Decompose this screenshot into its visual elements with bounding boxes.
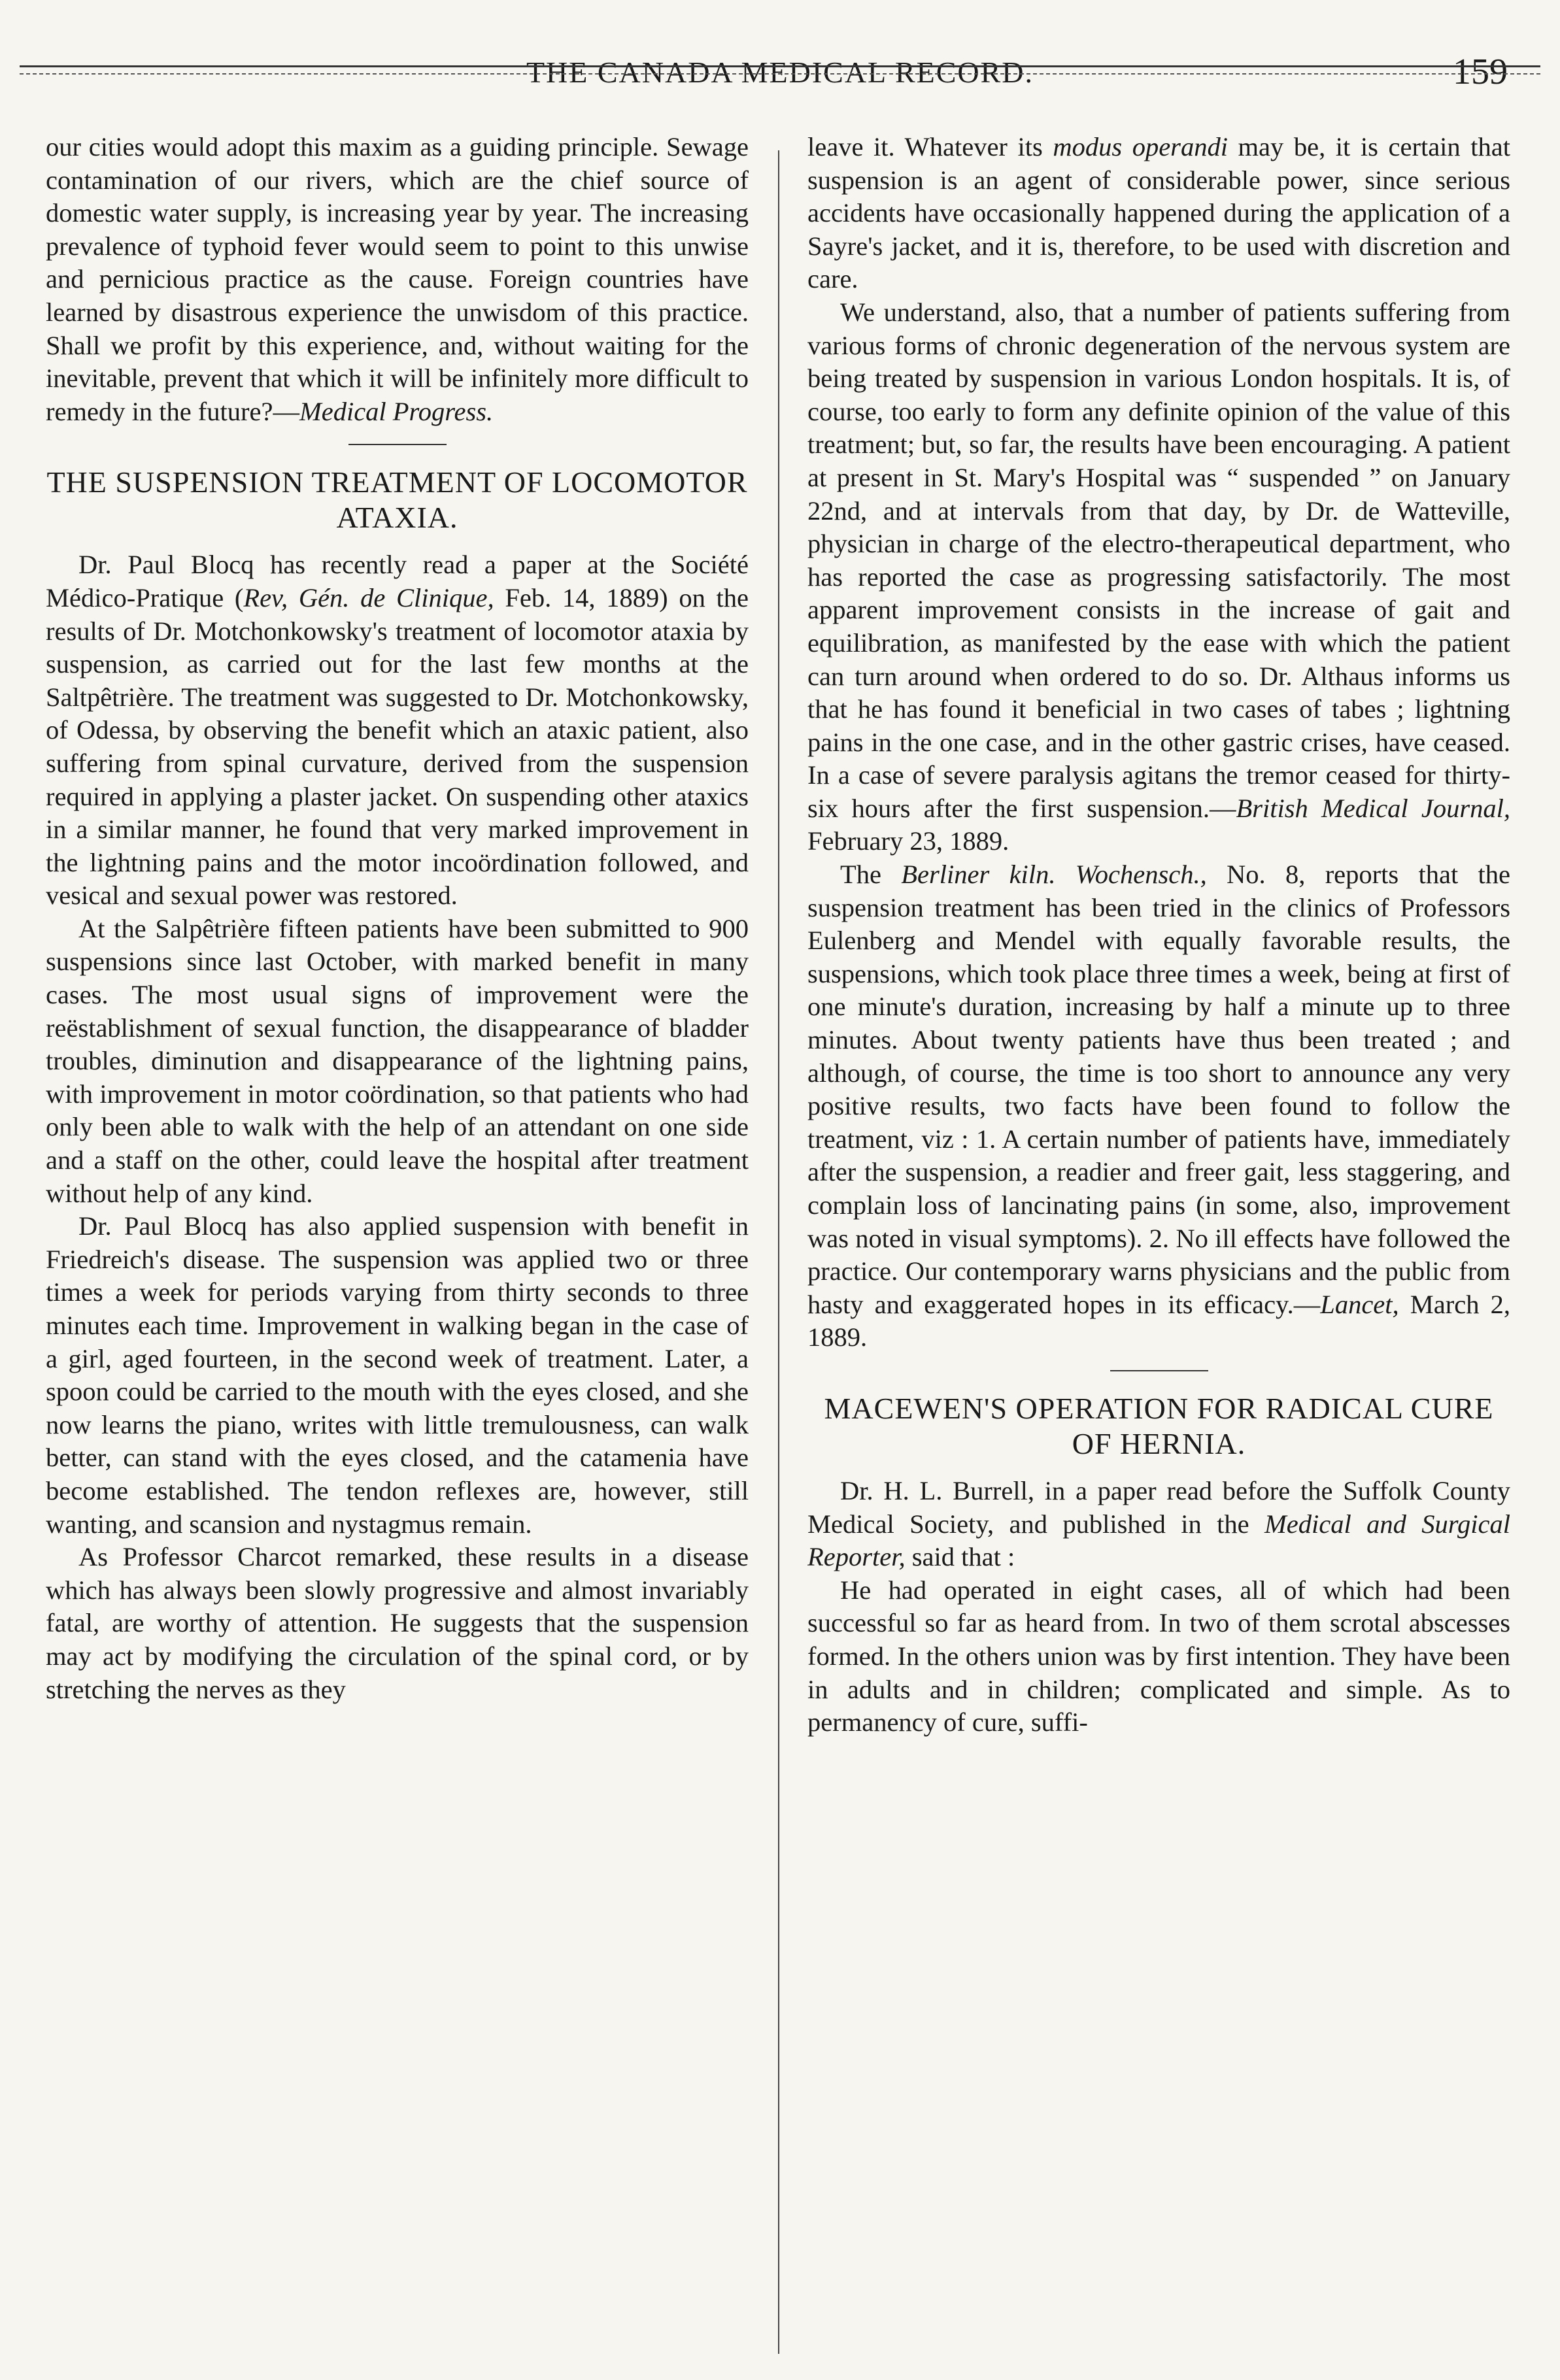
paragraph: leave it. Whatever its modus operandi may be, it is certain that suspension is an agent of considerable power, since serious accidents have occasionally happened during the application of a Sayre's jacket, and it is, therefore, to be used with discretion and care. — [807, 132, 1510, 294]
page-number: 159 — [1453, 52, 1508, 92]
header-rule — [20, 65, 1540, 67]
section-divider — [348, 444, 447, 445]
paragraph: our cities would adopt this maxim as a guiding principle. Sewage contamination of our rivers, which are the chief source of domestic water supply, is increasing year by year. The increasing prevalence of typhoid fever would seem to point to this unwise and pernicious practice as the cause. Foreign countries have learned by disastrous experience the unwisdom of this practice. Shall we profit by this experience, and, without waiting for the inevitable, prevent that which it will be infinitely more difficult to remedy in the future?—Medical Progress. — [46, 132, 749, 426]
left-column — [46, 131, 749, 2367]
right-column — [807, 131, 1510, 2367]
paragraph: As Professor Charcot remarked, these results in a disease which has always been slowly progressive and almost invariably fatal, are worthy of attention. He suggests that the suspension may act by modifying the circulation of the spinal cord, or by stretching the nerves as they — [46, 1542, 749, 1704]
text-columns — [46, 131, 1514, 2367]
paragraph: Dr. Paul Blocq has also applied suspension with benefit in Friedreich's disease. The suspension was applied two or three times a week for periods varying from thirty seconds to three minutes each time. Improvement in walking began in the case of a girl, aged fourteen, in the second week of treatment. Later, a spoon could be carried to the mouth with the eyes closed, and she now learns the piano, writes with little tremulousness, can walk better, can stand with the eyes closed, and the catamenia have become established. The tendon reflexes are, however, still wanting, and scansion and nystagmus remain. — [46, 1211, 749, 1539]
article-heading: MACEWEN'S OPERATION FOR RADICAL CURE OF HERNIA. — [824, 1391, 1494, 1460]
running-title: THE CANADA MEDICAL RECORD. — [526, 56, 1034, 89]
article-heading: THE SUSPENSION TREATMENT OF LOCOMOTOR ATAXIA. — [46, 465, 748, 535]
paragraph: At the Salpêtrière fifteen patients have been submitted to 900 suspensions since last October, with marked benefit in many cases. The most usual signs of improvement were the reëstablishment of sexual function, the disappearance of bladder troubles, diminution and disappearance of the lightning pains, with improvement in motor coördination, so that patients who had only been able to walk with the help of an attendant on one side and a staff on the other, could leave the hospital after treatment without help of any kind. — [46, 913, 749, 1208]
column-divider — [778, 150, 779, 2354]
header-rule-dashed — [20, 73, 1540, 75]
section-divider — [1110, 1370, 1208, 1371]
page-header — [46, 46, 1514, 98]
paragraph: He had operated in eight cases, all of which had been successful so far as heard from. In two of them scrotal abscesses formed. In the others union was by first intention. They have been in adults and in children; complicated and simple. As to permanency of cure, suffi- — [807, 1575, 1510, 1737]
paragraph: Dr. H. L. Burrell, in a paper read before the Suffolk County Medical Society, and published in the Medical and Surgical Reporter, said that : — [807, 1475, 1510, 1572]
paragraph: The Berliner kiln. Wochensch., No. 8, reports that the suspension treatment has been tried in the clinics of Professors Eulenberg and Mendel with equally favorable results, the suspensions, which took place three times a week, being at first of one minute's duration, increasing by half a minute up to three minutes. About twenty patients have thus been treated ; and although, of course, the time is too short to announce any very positive results, two facts have been found to follow the treatment, viz : 1. A certain number of patients have, immediately after the suspension, a readier and freer gait, less staggering, and complain loss of lancinating pains (in some, also, improvement was noted in visual symptoms). 2. No ill effects have followed the practice. Our contemporary warns physicians and the public from hasty and exaggerated hopes in its efficacy.—Lancet, March 2, 1889. — [807, 860, 1510, 1352]
paragraph: Dr. Paul Blocq has recently read a paper at the Société Médico-Pratique (Rev, Gén. de Clinique, Feb. 14, 1889) on the results of Dr. Motchonkowsky's treatment of locomotor ataxia by suspension, as carried out for the last few months at the Saltpêtrière. The treatment was suggested to Dr. Motchonkowsky, of Odessa, by observing the benefit which an ataxic patient, also suffering from spinal curvature, derived from the suspension required in applying a plaster jacket. On suspending other ataxics in a similar manner, he found that very marked improvement in the lightning pains and the motor incoördination followed, and vesical and sexual power was restored. — [46, 550, 749, 911]
paragraph: We understand, also, that a number of patients suffering from various forms of chronic degeneration of the nervous system are being treated by suspension in various London hospitals. It is, of course, too early to form any definite opinion of the value of this treatment; but, so far, the results have been encouraging. A patient at present in St. Mary's Hospital was “ suspended ” on January 22nd, and at intervals from that day, by Dr. de Watteville, physician in charge of the electro-therapeutical department, who has reported the case as progressing satisfactorily. The most apparent improvement consists in the increase of gait and equilibration, as manifested by the ease with which the patient can turn around when ordered to do so. Dr. Althaus informs us that he has found it beneficial in two cases of tabes ; lightning pains in the one case, and in the other gastric crises, have ceased. In a case of severe paralysis agitans the tremor ceased for thirty-six hours after the first suspension.—British Medical Journal, February 23, 1889. — [807, 297, 1510, 856]
